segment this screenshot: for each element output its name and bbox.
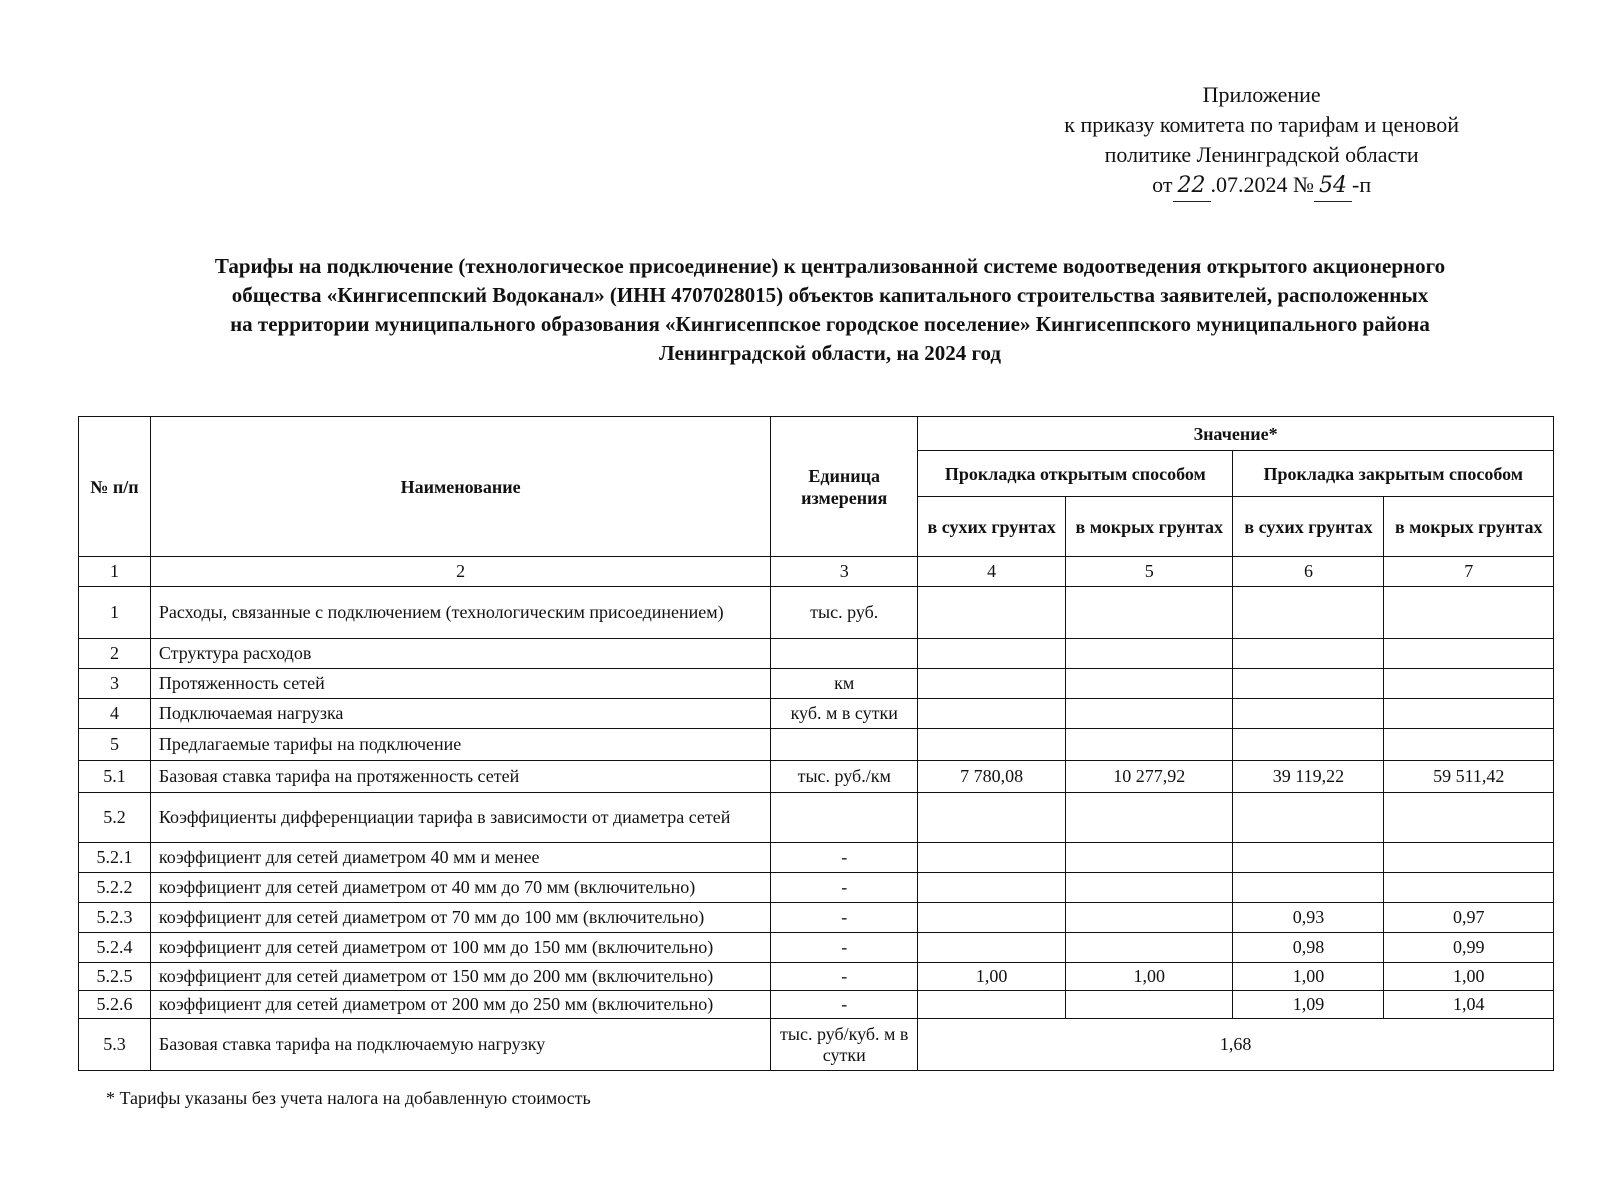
- row-number: 5.2.6: [79, 991, 151, 1019]
- table-row-load-rate: [79, 1019, 1554, 1071]
- row-unit: -: [771, 933, 918, 963]
- row-unit: -: [771, 991, 918, 1019]
- row-unit: -: [771, 903, 918, 933]
- row-value-open-wet: 1,00: [1066, 963, 1233, 991]
- table-row: [79, 843, 1554, 873]
- row-value-open-dry: [918, 587, 1066, 639]
- row-value-closed-dry: [1233, 587, 1384, 639]
- row-value-open-wet: [1066, 843, 1233, 873]
- row-value-closed-dry: [1233, 793, 1384, 843]
- row-value-closed-wet: 1,04: [1384, 991, 1554, 1019]
- row-value-closed-wet: [1384, 843, 1554, 873]
- row-value-closed-dry: 1,09: [1233, 991, 1384, 1019]
- row-number: 5.2.2: [79, 873, 151, 903]
- row-value-closed-dry: [1233, 639, 1384, 669]
- row-value-closed-dry: 39 119,22: [1233, 761, 1384, 793]
- row-unit: тыс. руб.: [771, 587, 918, 639]
- row-value-closed-wet: [1384, 587, 1554, 639]
- table-row: [79, 699, 1554, 729]
- table-row: [79, 587, 1554, 639]
- title-line-4: Ленинградской области, на 2024 год: [658, 341, 1002, 365]
- row-unit: тыс. руб./км: [771, 761, 918, 793]
- row-number: 5: [79, 729, 151, 761]
- appendix-order-ref: к приказу комитета по тарифам и ценовой: [1064, 112, 1459, 137]
- row-value-open-wet: [1066, 669, 1233, 699]
- tariff-table: [78, 416, 1554, 1071]
- appendix-committee: политике Ленинградской области: [1104, 142, 1419, 167]
- row-name: Расходы, связанные с подключением (технологическим присоединением): [150, 587, 770, 639]
- row-unit: -: [771, 843, 918, 873]
- row-name: коэффициент для сетей диаметром от 70 мм до 100 мм (включительно): [150, 903, 770, 933]
- header-closed-wet: в мокрых грунтах: [1384, 497, 1554, 557]
- row-value-open-wet: [1066, 793, 1233, 843]
- row-name: Коэффициенты дифференциации тарифа в зависимости от диаметра сетей: [150, 793, 770, 843]
- table-row: [79, 729, 1554, 761]
- row-value-open-wet: [1066, 903, 1233, 933]
- col-number: 6: [1233, 557, 1384, 587]
- order-number-handwritten: 54: [1314, 171, 1352, 202]
- row-name: Базовая ставка тарифа на подключаемую нагрузку: [150, 1019, 770, 1071]
- row-value-closed-dry: [1233, 873, 1384, 903]
- row-value-closed-wet: 0,97: [1384, 903, 1554, 933]
- row-value-closed-dry: [1233, 843, 1384, 873]
- row-name: Базовая ставка тарифа на протяженность сетей: [150, 761, 770, 793]
- row-number: 5.2.1: [79, 843, 151, 873]
- row-value-open-dry: [918, 699, 1066, 729]
- header-value: Значение*: [918, 417, 1554, 451]
- date-day-handwritten: 22: [1173, 171, 1211, 202]
- col-number: 1: [79, 557, 151, 587]
- row-value-open-wet: [1066, 699, 1233, 729]
- row-name: Протяженность сетей: [150, 669, 770, 699]
- row-value-open-dry: [918, 793, 1066, 843]
- date-rest: .07.2024 №: [1210, 172, 1314, 197]
- title-line-2: общества «Кингисеппский Водоканал» (ИНН 4707028015) объектов капитального строительства заявителей, расположенных: [231, 283, 1429, 307]
- footnote: * Тарифы указаны без учета налога на добавленную стоимость: [106, 1088, 591, 1108]
- row-value-open-dry: [918, 873, 1066, 903]
- row-unit: куб. м в сутки: [771, 699, 918, 729]
- row-value-open-dry: [918, 903, 1066, 933]
- row-number: 5.2: [79, 793, 151, 843]
- appendix-block: [1064, 80, 1459, 202]
- row-unit: [771, 729, 918, 761]
- row-value-closed-dry: [1233, 699, 1384, 729]
- row-name: коэффициент для сетей диаметром от 100 мм до 150 мм (включительно): [150, 933, 770, 963]
- row-name: Структура расходов: [150, 639, 770, 669]
- appendix-date-line: [1064, 170, 1459, 202]
- row-value-closed-dry: 1,00: [1233, 963, 1384, 991]
- row-value-open-wet: [1066, 991, 1233, 1019]
- row-value-closed-wet: 1,00: [1384, 963, 1554, 991]
- table-row: [79, 761, 1554, 793]
- header-closed-dry: в сухих грунтах: [1233, 497, 1384, 557]
- row-number: 5.2.4: [79, 933, 151, 963]
- row-value-open-wet: [1066, 587, 1233, 639]
- header-open-wet: в мокрых грунтах: [1066, 497, 1233, 557]
- row-value-open-wet: 10 277,92: [1066, 761, 1233, 793]
- header-unit: Единица измерения: [771, 417, 918, 557]
- col-number: 4: [918, 557, 1066, 587]
- order-suffix: -п: [1352, 172, 1372, 197]
- row-number: 4: [79, 699, 151, 729]
- row-value-closed-wet: [1384, 873, 1554, 903]
- row-value-closed-dry: [1233, 669, 1384, 699]
- row-value-closed-dry: [1233, 729, 1384, 761]
- header-open-dry: в сухих грунтах: [918, 497, 1066, 557]
- row-name: Подключаемая нагрузка: [150, 699, 770, 729]
- column-number-row: [79, 557, 1554, 587]
- row-unit: [771, 793, 918, 843]
- table-row: [79, 963, 1554, 991]
- header-closed-method: Прокладка закрытым способом: [1233, 451, 1554, 497]
- row-value-open-dry: [918, 933, 1066, 963]
- date-prefix: от: [1152, 172, 1173, 197]
- row-value-open-dry: [918, 843, 1066, 873]
- row-value-closed-dry: 0,93: [1233, 903, 1384, 933]
- row-number: 2: [79, 639, 151, 669]
- row-value-open-dry: 7 780,08: [918, 761, 1066, 793]
- row-name: коэффициент для сетей диаметром от 40 мм до 70 мм (включительно): [150, 873, 770, 903]
- row-value-closed-wet: [1384, 699, 1554, 729]
- header-name: Наименование: [150, 417, 770, 557]
- row-number: 3: [79, 669, 151, 699]
- title-line-1: Тарифы на подключение (технологическое присоединение) к централизованной системе водоотведения открытого акционерного: [214, 254, 1446, 278]
- table-row: [79, 903, 1554, 933]
- col-number: 7: [1384, 557, 1554, 587]
- table-row: [79, 669, 1554, 699]
- appendix-title: Приложение: [1202, 82, 1321, 107]
- row-value-load-rate: 1,68: [918, 1019, 1554, 1071]
- title-line-3: на территории муниципального образования «Кингисеппское городское поселение» Кингисеппского муниципального района: [230, 312, 1430, 336]
- row-name: коэффициент для сетей диаметром от 200 мм до 250 мм (включительно): [150, 991, 770, 1019]
- col-number: 3: [771, 557, 918, 587]
- row-number: 5.2.5: [79, 963, 151, 991]
- row-value-closed-dry: 0,98: [1233, 933, 1384, 963]
- header-num: № п/п: [79, 417, 151, 557]
- row-number: 5.1: [79, 761, 151, 793]
- row-value-closed-wet: [1384, 729, 1554, 761]
- row-unit: [771, 639, 918, 669]
- row-value-closed-wet: 0,99: [1384, 933, 1554, 963]
- row-value-open-dry: [918, 991, 1066, 1019]
- table-row: [79, 991, 1554, 1019]
- row-name: коэффициент для сетей диаметром от 150 мм до 200 мм (включительно): [150, 963, 770, 991]
- col-number: 2: [150, 557, 770, 587]
- row-name: коэффициент для сетей диаметром 40 мм и менее: [150, 843, 770, 873]
- row-unit: тыс. руб/куб. м в сутки: [771, 1019, 918, 1071]
- col-number: 5: [1066, 557, 1233, 587]
- row-value-closed-wet: [1384, 669, 1554, 699]
- row-value-open-dry: [918, 729, 1066, 761]
- row-value-open-dry: [918, 669, 1066, 699]
- row-value-open-wet: [1066, 639, 1233, 669]
- header-open-method: Прокладка открытым способом: [918, 451, 1233, 497]
- row-unit: км: [771, 669, 918, 699]
- row-unit: -: [771, 873, 918, 903]
- row-value-closed-wet: [1384, 793, 1554, 843]
- row-value-open-wet: [1066, 729, 1233, 761]
- table-row: [79, 933, 1554, 963]
- row-name: Предлагаемые тарифы на подключение: [150, 729, 770, 761]
- row-value-closed-wet: [1384, 639, 1554, 669]
- row-value-open-dry: 1,00: [918, 963, 1066, 991]
- row-value-closed-wet: 59 511,42: [1384, 761, 1554, 793]
- row-number: 1: [79, 587, 151, 639]
- row-number: 5.2.3: [79, 903, 151, 933]
- row-number: 5.3: [79, 1019, 151, 1071]
- table-row: [79, 873, 1554, 903]
- row-value-open-dry: [918, 639, 1066, 669]
- row-value-open-wet: [1066, 873, 1233, 903]
- row-value-open-wet: [1066, 933, 1233, 963]
- table-row: [79, 639, 1554, 669]
- row-unit: -: [771, 963, 918, 991]
- document-title: [80, 252, 1580, 368]
- table-row: [79, 793, 1554, 843]
